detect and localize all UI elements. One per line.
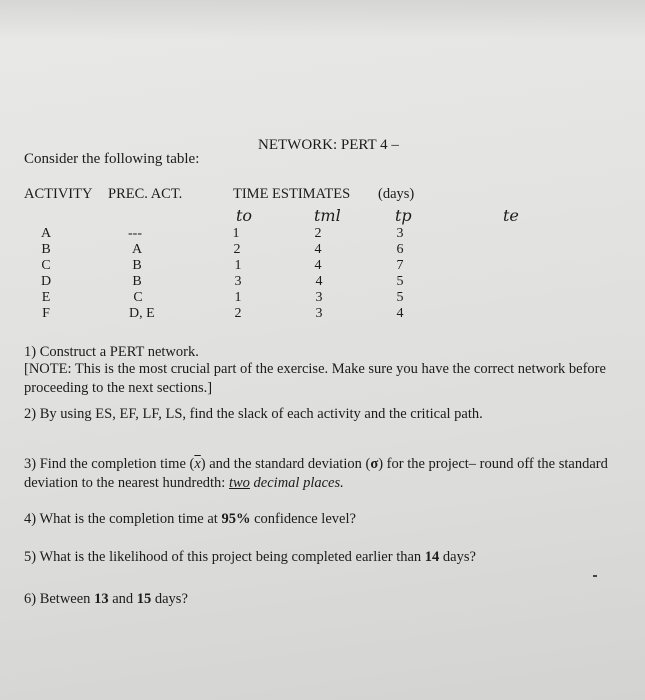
- question-6-bold-2: 15: [136, 591, 152, 607]
- table-cell-activity: D: [40, 274, 52, 289]
- question-4-text-b: confidence level?: [250, 511, 356, 527]
- table-cell-prec: C: [133, 290, 143, 305]
- question-5: [24, 548, 476, 567]
- table-cell-prec: B: [132, 274, 142, 289]
- table-cell-to: 2: [234, 306, 242, 321]
- sigma-symbol: σ: [370, 456, 379, 472]
- question-3-text-b: ) and the standard deviation (: [200, 456, 371, 472]
- paper-shadow: [0, 0, 645, 40]
- subheader-tp: tp: [395, 206, 412, 225]
- question-4-text-a: 4) What is the completion time at: [24, 511, 222, 527]
- header-time-estimates: TIME ESTIMATES: [233, 186, 351, 202]
- question-6-bold-1: 13: [94, 591, 109, 607]
- question-4: [24, 510, 356, 529]
- table-cell-activity: E: [41, 290, 51, 305]
- table-cell-tml: 4: [314, 242, 322, 257]
- question-6-text-b: and: [108, 591, 137, 607]
- question-5-bold: 14: [424, 549, 440, 565]
- table-cell-activity: F: [42, 306, 50, 321]
- subheader-te: te: [503, 206, 519, 225]
- subheader-to: to: [236, 206, 253, 225]
- table-cell-to: 1: [234, 258, 242, 273]
- table-cell-tml: 4: [315, 274, 323, 289]
- question-6-text-c: days?: [151, 591, 188, 607]
- question-1-note: [NOTE: This is the most crucial part of the exercise. Make sure you have the correct network before proceeding to the next sections.]: [24, 361, 606, 396]
- question-6: [24, 590, 188, 609]
- table-cell-to: 1: [232, 226, 240, 241]
- table-cell-tp: 6: [396, 242, 404, 257]
- question-3-two: two: [228, 475, 250, 491]
- table-cell-prec: A: [131, 242, 143, 257]
- table-cell-activity: B: [41, 242, 51, 257]
- subheader-tml: tml: [314, 206, 341, 225]
- table-cell-prec: B: [132, 258, 142, 273]
- table-cell-tp: 5: [396, 274, 404, 289]
- table-cell-to: 3: [234, 274, 242, 289]
- question-6-text-a: 6) Between: [24, 591, 95, 607]
- table-cell-tml: 4: [314, 258, 322, 273]
- table-cell-prec: ---: [128, 226, 142, 241]
- table-cell-activity: A: [40, 226, 52, 241]
- question-3: [24, 455, 632, 493]
- table-cell-to: 1: [234, 290, 242, 305]
- header-activity: ACTIVITY: [24, 186, 93, 202]
- header-days: (days): [378, 186, 415, 202]
- table-cell-tp: 4: [396, 306, 404, 321]
- table-cell-prec: D, E: [129, 306, 155, 321]
- table-cell-tp: 3: [396, 226, 404, 241]
- table-cell-tml: 2: [314, 226, 322, 241]
- question-2: 2) By using ES, EF, LF, LS, find the slack of each activity and the critical path.: [24, 406, 483, 422]
- question-5-text-a: 5) What is the likelihood of this project being completed earlier than: [24, 549, 425, 565]
- header-prec-act: PREC. ACT.: [108, 186, 183, 202]
- stray-mark: [593, 575, 597, 577]
- question-3-text-a: 3) Find the completion time (: [24, 456, 195, 472]
- question-5-text-b: days?: [439, 549, 476, 565]
- table-cell-tp: 7: [396, 258, 404, 273]
- question-3-text-c: ) for the project– round off the standard deviation to the nearest hundredth:: [24, 456, 608, 491]
- question-3-text-d: decimal places.: [249, 475, 344, 491]
- question-4-bold: 95%: [221, 511, 251, 527]
- table-cell-activity: C: [41, 258, 51, 273]
- x-bar-symbol: $\overline{x}$: [194, 456, 201, 472]
- intro-text: Consider the following table:: [24, 151, 200, 167]
- table-cell-tp: 5: [396, 290, 404, 305]
- question-1: 1) Construct a PERT network.: [24, 344, 199, 360]
- table-cell-to: 2: [233, 242, 241, 257]
- page-title: NETWORK: PERT 4 –: [258, 137, 399, 153]
- table-cell-tml: 3: [315, 306, 323, 321]
- table-cell-tml: 3: [315, 290, 323, 305]
